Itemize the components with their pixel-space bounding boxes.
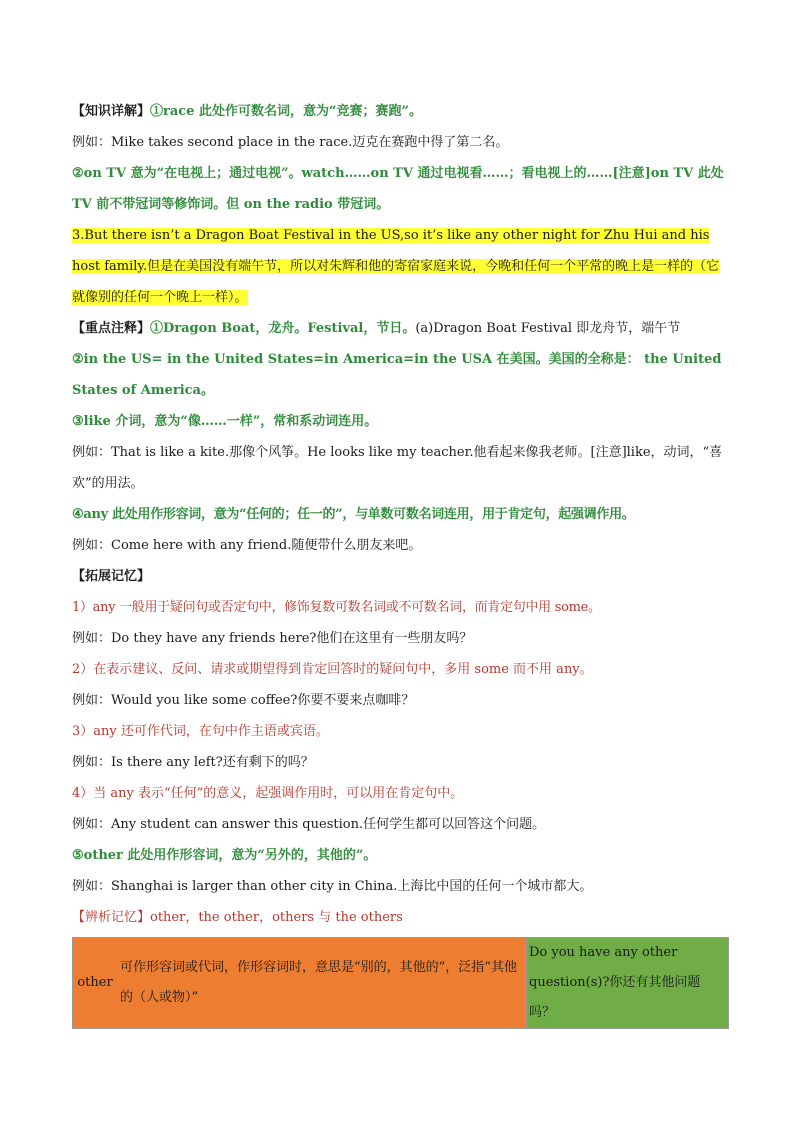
example-other: 例如：Shanghai is larger than other city in China.上海比中国的任何一个城市都大。 [72,879,593,894]
document-body [72,96,728,933]
rule-2: 2）在表示建议、反问、请求或期望得到肯定回答时的疑问句中，多用 some 而不用 any。 [72,662,593,677]
example-race: 例如：Mike takes second place in the race.迈克在赛跑中得了第二名。 [72,135,509,150]
rule-3: 3）any 还可作代词，在句中作主语或宾语。 [72,724,329,739]
key-sentence-3: 3.But there isn’t a Dragon Boat Festival in the US,so it’s like any other night for Zhu Hui and his host family.但是在美国没有端午节，所以对朱辉和他的寄宿家庭来说，今晚和任何一个平常的晚上是一样的（它就像别的任何一个晚上一样）。 [72,228,720,305]
point-like: ③like 介词，意为“像……一样”，常和系动词连用。 [72,414,378,429]
knowledge-detail-heading [72,96,728,127]
example-any: 例如：Come here with any friend.随便带什么朋友来吧。 [72,538,422,553]
discrimination-heading: 【辨析记忆】other，the other，others 与 the others [72,910,403,925]
point-race: ①race 此处作可数名词，意为“竞赛；赛跑”。 [150,104,422,119]
example-like: 例如：That is like a kite.那像个风筝。He looks like my teacher.他看起来像我老师。[注意]like，动词，“喜欢”的用法。 [72,445,723,491]
table-cell-word: other [73,938,118,1029]
rule-4: 4）当 any 表示“任何”的意义，起强调作用时，可以用在肯定句中。 [72,786,464,801]
section-label: 【重点注释】 [72,321,151,336]
point-dragon-boat: ①Dragon Boat，龙舟。Festival，节日。 [150,321,416,336]
point-any: ④any 此处用作形容词，意为“任何的；任一的”，与单数可数名词连用，用于肯定句，起强调作用。 [72,507,635,522]
example-rule-2: 例如：Would you like some coffee?你要不要来点咖啡？ [72,693,415,708]
extended-memory-heading: 【拓展记忆】 [72,569,151,584]
point-other: ⑤other 此处用作形容词，意为“另外的，其他的”。 [72,848,377,863]
section-label: 【知识详解】 [72,104,151,119]
table-row [73,938,729,1029]
rule-1: 1）any 一般用于疑问句或否定句中，修饰复数可数名词或不可数名词，而肯定句中用 some。 [72,600,601,615]
point-in-the-us: ②in the US= in the United States=in America=in the USA 在美国。美国的全称是： the United States of America。 [72,352,722,398]
dragon-boat-festival-note: (a)Dragon Boat Festival 即龙舟节，端午节 [415,321,681,336]
key-notes-heading [72,313,728,344]
comparison-table [72,937,729,1029]
example-rule-3: 例如：Is there any left?还有剩下的吗？ [72,755,314,770]
table-cell-explanation: 可作形容词或代词，作形容词时，意思是“别的，其他的”，泛指“其他的（人或物）” [118,938,527,1029]
example-rule-4: 例如：Any student can answer this question.任何学生都可以回答这个问题。 [72,817,546,832]
point-on-tv: ②on TV 意为“在电视上；通过电视”。watch……on TV 通过电视看……；看电视上的……[注意]on TV 此处 TV 前不带冠词等修饰词。但 on the radio 带冠词。 [72,166,724,212]
table-cell-example: Do you have any other question(s)?你还有其他问题吗？ [527,938,729,1029]
example-rule-1: 例如：Do they have any friends here?他们在这里有一些朋友吗？ [72,631,473,646]
